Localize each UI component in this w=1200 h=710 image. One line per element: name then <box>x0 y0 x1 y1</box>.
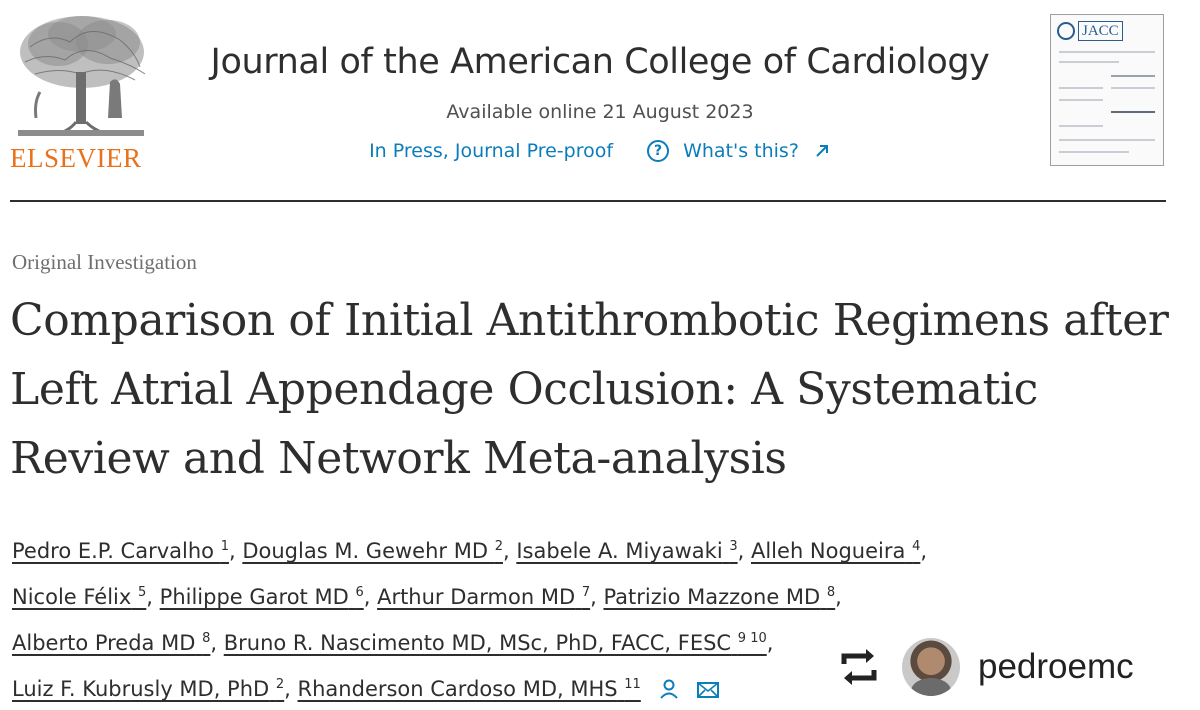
cover-seal-icon <box>1057 22 1075 40</box>
elsevier-wordmark[interactable]: ELSEVIER <box>10 143 142 173</box>
author-link[interactable]: Nicole Félix $^5$ <box>12 585 147 609</box>
author-link[interactable]: Bruno R. Nascimento MD, MSc, PhD, FACC, FESC $^{9 10}$ <box>223 631 767 655</box>
header-divider <box>10 200 1166 202</box>
article-title: Comparison of Initial Antithrombotic Regimens after Left Atrial Appendage Occlusion: A Systematic Review and Network Meta-analysis <box>10 295 1169 484</box>
cover-header <box>1057 21 1123 41</box>
journal-title[interactable]: Journal of the American College of Cardiology <box>210 42 990 82</box>
cover-text-line <box>1059 87 1103 89</box>
article-type: Original Investigation <box>12 250 197 274</box>
author-link[interactable]: Pedro E.P. Carvalho $^1$ <box>12 539 229 563</box>
author-link[interactable]: Rhanderson Cardoso MD, MHS $^{11}$ <box>297 677 641 701</box>
cover-text-line <box>1059 61 1119 63</box>
author-link[interactable]: Philippe Garot MD $^6$ <box>159 585 364 609</box>
person-icon[interactable] <box>658 678 680 700</box>
cover-text-line <box>1059 139 1155 141</box>
avatar[interactable] <box>902 638 960 696</box>
author-link[interactable]: Alberto Preda MD $^8$ <box>12 631 211 655</box>
elsevier-tree-logo <box>10 12 152 142</box>
cover-text-line <box>1059 125 1103 127</box>
in-press-label: In Press, Journal Pre-proof <box>369 140 614 162</box>
repost-badge[interactable] <box>836 634 1192 700</box>
author-link[interactable]: Douglas M. Gewehr MD $^2$ <box>242 539 503 563</box>
author-link[interactable]: Isabele A. Miyawaki $^3$ <box>516 539 738 563</box>
cover-text-line <box>1111 111 1155 113</box>
cover-text-line <box>1111 87 1155 89</box>
author-link[interactable]: Alleh Nogueira $^4$ <box>750 539 921 563</box>
cover-brand: JACC <box>1078 21 1123 41</box>
username[interactable]: pedroemc <box>978 647 1134 686</box>
cover-text-line <box>1059 99 1103 101</box>
repost-icon <box>836 644 882 690</box>
question-icon[interactable]: ? <box>647 140 669 162</box>
cover-text-line <box>1059 151 1129 153</box>
cover-text-line <box>1111 75 1155 77</box>
external-link-icon[interactable] <box>813 142 831 160</box>
cover-text-line <box>1059 51 1155 53</box>
author-link[interactable]: Arthur Darmon MD $^7$ <box>377 585 591 609</box>
journal-cover-thumbnail[interactable] <box>1050 14 1164 166</box>
author-link[interactable]: Patrizio Mazzone MD $^8$ <box>603 585 836 609</box>
available-online-date: Available online 21 August 2023 <box>446 101 754 123</box>
whats-this-link[interactable]: What's this? <box>683 140 799 162</box>
author-link[interactable]: Luiz F. Kubrusly MD, PhD $^2$ <box>12 677 285 701</box>
article-status-row <box>160 140 1040 162</box>
author-list: Pedro E.P. Carvalho $^1$, Douglas M. Gewehr MD $^2$, Isabele A. Miyawaki $^3$, Alleh Nogueira $^4$, Nicole Félix $^5$, Philippe Garot MD $^6$, Arthur Darmon MD $^7$, Patrizio Mazzone MD $^8$, Alberto Preda MD $^8$, Bruno R. Nascimento MD, MSc, PhD, FACC, FESC $^{9 10}$, Luiz F. Kubrusly MD, PhD $^2$, Rhanderson Cardoso MD, MHS $^{11}$ <box>12 539 928 701</box>
envelope-icon[interactable] <box>696 680 720 700</box>
